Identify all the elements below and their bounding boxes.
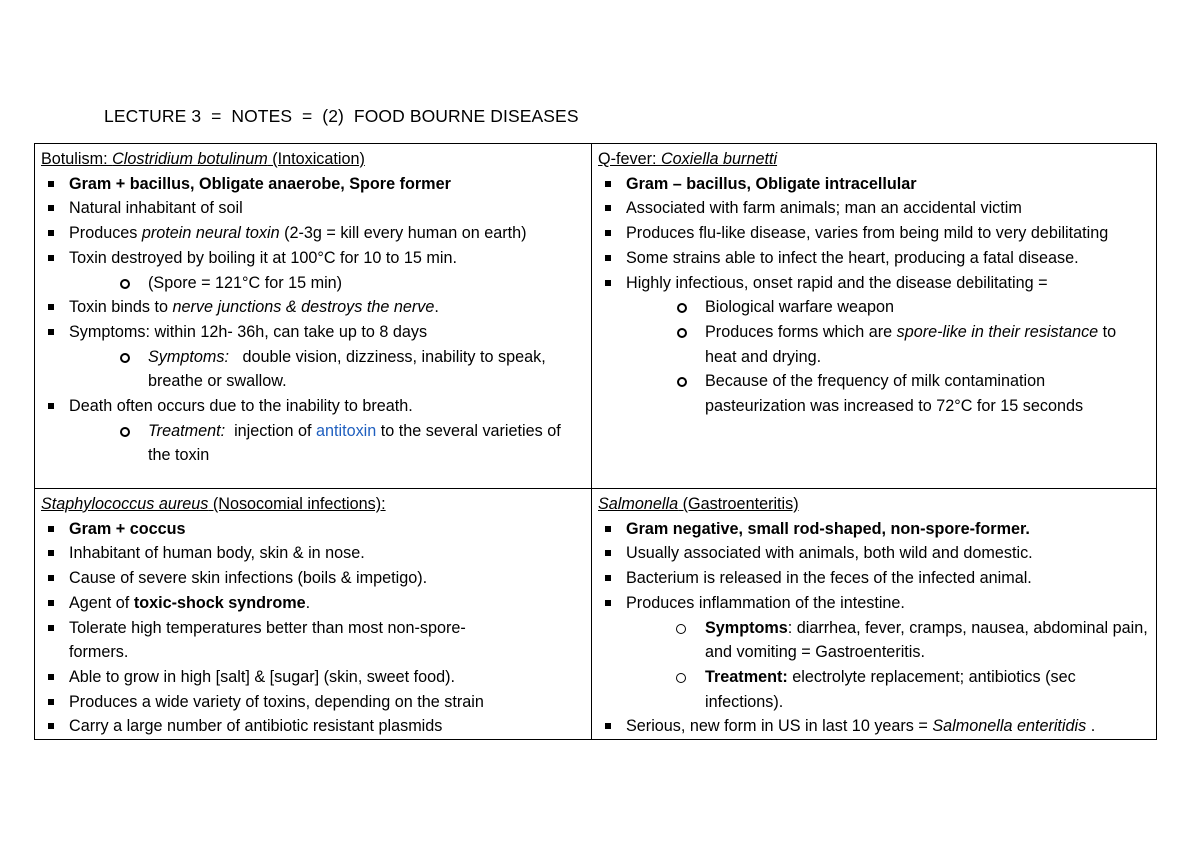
qfever-list [598, 172, 1150, 419]
list-item: Gram + coccus [41, 517, 585, 542]
page-title: LECTURE 3 = NOTES = (2) FOOD BOURNE DISEASES [104, 106, 579, 126]
sub-list-item: Symptoms: double vision, dizziness, inability to speak, breathe or swallow. [119, 345, 585, 394]
list-item: Gram – bacillus, Obligate intracellular [598, 172, 1150, 197]
list-item: Death often occurs due to the inability to breath. Treatment: injection of antitoxin to the several varieties of the toxin [41, 394, 585, 468]
botulism-cell [35, 144, 592, 489]
list-item: Toxin destroyed by boiling it at 100°C for 10 to 15 min. (Spore = 121°C for 15 min) [41, 246, 585, 295]
list-item: Gram negative, small rod-shaped, non-spore-former. [598, 517, 1150, 542]
list-item: Highly infectious, onset rapid and the disease debilitating = Biological warfare weapon Produces forms which are spore-like in their resistance to heat and drying. Because of the frequency of milk contamination pasteurization was increased to 72°C for 15 seconds [598, 271, 1150, 419]
list-item: Cause of severe skin infections (boils & impetigo). [41, 566, 585, 591]
list-item: Natural inhabitant of soil [41, 196, 585, 221]
sub-list-item: Produces forms which are spore-like in their resistance to heat and drying. [676, 320, 1150, 369]
botulism-heading: Botulism: Clostridium botulinum (Intoxication) [41, 150, 365, 168]
list-item: Carry a large number of antibiotic resistant plasmids [41, 714, 585, 739]
list-item: Usually associated with animals, both wild and domestic. [598, 541, 1150, 566]
list-item: Bacterium is released in the feces of the infected animal. [598, 566, 1150, 591]
salmonella-heading: Salmonella (Gastroenteritis) [598, 495, 799, 513]
staph-list [41, 517, 585, 739]
qfever-heading: Q-fever: Coxiella burnetti [598, 150, 778, 168]
staph-heading: Staphylococcus aureus (Nosocomial infections): [41, 495, 386, 513]
list-item: Produces inflammation of the intestine. Symptoms: diarrhea, fever, cramps, nausea, abdominal pain, and vomiting = Gastroenteritis. Treatment: electrolyte replacement; antibiotics (sec infections). [598, 591, 1150, 715]
list-item: Serious, new form in US in last 10 years = Salmonella enteritidis . [598, 714, 1150, 739]
list-item: Produces flu-like disease, varies from being mild to very debilitating [598, 221, 1150, 246]
staph-cell [35, 489, 592, 740]
sub-list [69, 345, 585, 394]
diseases-table [34, 143, 1157, 740]
qfever-cell [592, 144, 1157, 489]
list-item: Toxin binds to nerve junctions & destroys the nerve. [41, 295, 585, 320]
sub-list [626, 616, 1150, 715]
salmonella-list [598, 517, 1150, 739]
sub-list [626, 295, 1150, 419]
sub-list-item: Treatment: injection of antitoxin to the several varieties of the toxin [119, 419, 585, 468]
list-item: Tolerate high temperatures better than most non-spore-formers. [41, 616, 585, 665]
antitoxin-text: antitoxin [315, 421, 377, 440]
list-item: Inhabitant of human body, skin & in nose. [41, 541, 585, 566]
salmonella-cell [592, 489, 1157, 740]
list-item: Agent of toxic-shock syndrome. [41, 591, 585, 616]
sub-list-item: Because of the frequency of milk contamination pasteurization was increased to 72°C for 15 seconds [676, 369, 1150, 418]
sub-list-item: (Spore = 121°C for 15 min) [119, 271, 585, 296]
list-item: Able to grow in high [salt] & [sugar] (skin, sweet food). [41, 665, 585, 690]
sub-list [69, 419, 585, 468]
list-item: Symptoms: within 12h- 36h, can take up to 8 days Symptoms: double vision, dizziness, inability to speak, breathe or swallow. [41, 320, 585, 394]
list-item: Produces protein neural toxin (2-3g = kill every human on earth) [41, 221, 585, 246]
sub-list-item: Biological warfare weapon [676, 295, 1150, 320]
list-item: Gram + bacillus, Obligate anaerobe, Spore former [41, 172, 585, 197]
sub-list-item: Symptoms: diarrhea, fever, cramps, nausea, abdominal pain, and vomiting = Gastroenteritis. [676, 616, 1150, 665]
botulism-list [41, 172, 585, 468]
sub-list-item: Treatment: electrolyte replacement; antibiotics (sec infections). [676, 665, 1150, 714]
list-item: Associated with farm animals; man an accidental victim [598, 196, 1150, 221]
sub-list [69, 271, 585, 296]
list-item: Some strains able to infect the heart, producing a fatal disease. [598, 246, 1150, 271]
list-item: Produces a wide variety of toxins, depending on the strain [41, 690, 585, 715]
